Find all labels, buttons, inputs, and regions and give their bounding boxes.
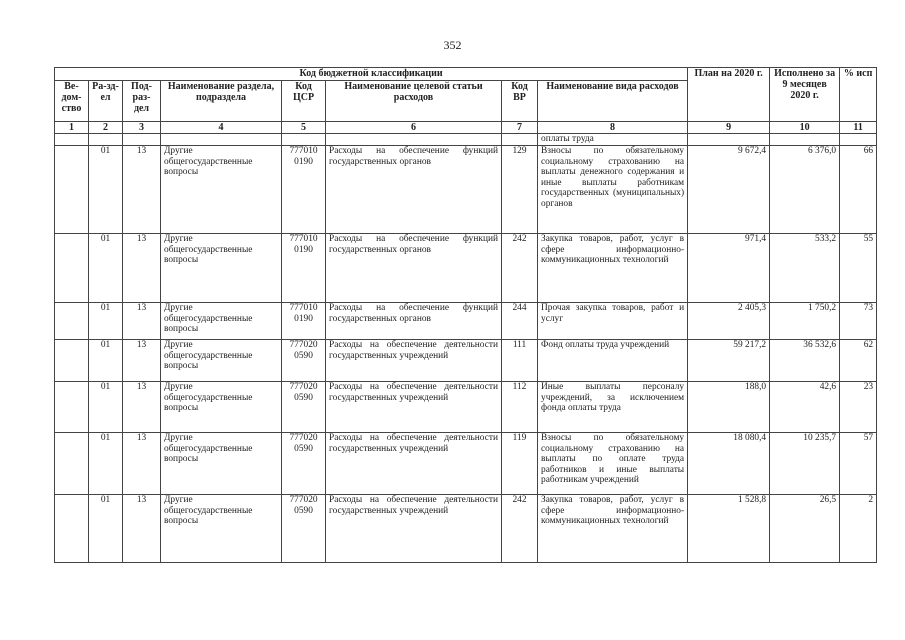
kod-csr-cell: 777020 0590 xyxy=(282,433,326,495)
column-number: 11 xyxy=(840,122,877,134)
target-article-cell: Расходы на обеспечение функций государственных органов xyxy=(326,303,502,340)
ispolneno-cell: 1 750,2 xyxy=(770,303,840,340)
column-number: 8 xyxy=(538,122,688,134)
header-target-article-name: Наименование целевой статьи расходов xyxy=(326,81,502,122)
column-number: 9 xyxy=(688,122,770,134)
header-budget-classification-code: Код бюджетной классификации xyxy=(55,68,688,81)
podrazdel-cell: 13 xyxy=(123,495,161,563)
ved-cell xyxy=(55,433,89,495)
kod-vr-cell: 111 xyxy=(502,340,538,382)
razdel-cell: 01 xyxy=(89,382,123,433)
column-number: 6 xyxy=(326,122,502,134)
column-number: 4 xyxy=(161,122,282,134)
ved-cell xyxy=(55,234,89,303)
column-number: 5 xyxy=(282,122,326,134)
ispolneno-cell: 42,6 xyxy=(770,382,840,433)
percent-cell: 2 xyxy=(840,495,877,563)
podrazdel-cell: 13 xyxy=(123,340,161,382)
section-name-cell: Другие общегосударственные вопросы xyxy=(161,146,282,234)
target-article-cell: Расходы на обеспечение функций государственных органов xyxy=(326,146,502,234)
expense-type-cell: Взносы по обязательному социальному страхованию на выплаты по оплате труда работников и иные выплаты работникам учреждений xyxy=(538,433,688,495)
table-row xyxy=(55,303,877,340)
header-kod-vr: Код ВР xyxy=(502,81,538,122)
target-article-cell: Расходы на обеспечение деятельности государственных учреждений xyxy=(326,340,502,382)
ved-cell xyxy=(55,382,89,433)
table-row xyxy=(55,234,877,303)
podrazdel-cell: 13 xyxy=(123,303,161,340)
column-number: 1 xyxy=(55,122,89,134)
table-header xyxy=(55,68,877,134)
kod-csr-cell: 777010 0190 xyxy=(282,303,326,340)
plan-cell: 1 528,8 xyxy=(688,495,770,563)
ispolneno-cell: 6 376,0 xyxy=(770,146,840,234)
kod-csr-cell: 777010 0190 xyxy=(282,146,326,234)
header-podrazdel: Под-раз-дел xyxy=(123,81,161,122)
podrazdel-cell: 13 xyxy=(123,234,161,303)
podrazdel-cell: 13 xyxy=(123,382,161,433)
header-percent: % исп xyxy=(840,68,877,122)
target-article-cell: Расходы на обеспечение деятельности государственных учреждений xyxy=(326,495,502,563)
plan-cell: 971,4 xyxy=(688,234,770,303)
expense-type-cell: Закупка товаров, работ, услуг в сфере информационно-коммуникационных технологий xyxy=(538,234,688,303)
razdel-cell: 01 xyxy=(89,433,123,495)
expense-type-cell: Взносы по обязательному социальному страхованию на выплаты денежного содержания и иные выплаты работникам государственных (муниципальных) органов xyxy=(538,146,688,234)
kod-vr-cell: 119 xyxy=(502,433,538,495)
kod-csr-cell: 777020 0590 xyxy=(282,382,326,433)
percent-cell: 57 xyxy=(840,433,877,495)
header-expense-type-name: Наименование вида расходов xyxy=(538,81,688,122)
table-row xyxy=(55,146,877,234)
column-number: 2 xyxy=(89,122,123,134)
kod-csr-cell: 777020 0590 xyxy=(282,495,326,563)
section-name-cell: Другие общегосударственные вопросы xyxy=(161,433,282,495)
ved-cell xyxy=(55,495,89,563)
razdel-cell: 01 xyxy=(89,340,123,382)
podrazdel-cell: 13 xyxy=(123,146,161,234)
section-name-cell: Другие общегосударственные вопросы xyxy=(161,340,282,382)
plan-cell: 188,0 xyxy=(688,382,770,433)
table-row xyxy=(55,340,877,382)
kod-vr-cell: 242 xyxy=(502,495,538,563)
ved-cell xyxy=(55,146,89,234)
ved-cell xyxy=(55,303,89,340)
razdel-cell: 01 xyxy=(89,495,123,563)
podrazdel-cell: 13 xyxy=(123,433,161,495)
section-name-cell: Другие общегосударственные вопросы xyxy=(161,495,282,563)
page-number: 352 xyxy=(443,38,462,52)
section-name-cell: Другие общегосударственные вопросы xyxy=(161,234,282,303)
header-ved: Ве-дом-ство xyxy=(55,81,89,122)
kod-vr-cell: 242 xyxy=(502,234,538,303)
target-article-cell: Расходы на обеспечение деятельности государственных учреждений xyxy=(326,382,502,433)
header-razdel: Ра-зд-ел xyxy=(89,81,123,122)
header-kod-csr: Код ЦСР xyxy=(282,81,326,122)
expense-type-cell: Иные выплаты персоналу учреждений, за исключением фонда оплаты труда xyxy=(538,382,688,433)
table-row xyxy=(55,433,877,495)
continuation-row xyxy=(55,134,877,146)
ispolneno-cell: 10 235,7 xyxy=(770,433,840,495)
plan-cell: 18 080,4 xyxy=(688,433,770,495)
target-article-cell: Расходы на обеспечение функций государственных органов xyxy=(326,234,502,303)
razdel-cell: 01 xyxy=(89,303,123,340)
plan-cell: 2 405,3 xyxy=(688,303,770,340)
ispolneno-cell: 533,2 xyxy=(770,234,840,303)
percent-cell: 66 xyxy=(840,146,877,234)
kod-csr-cell: 777020 0590 xyxy=(282,340,326,382)
table-row xyxy=(55,495,877,563)
header-section-name: Наименование раздела, подраздела xyxy=(161,81,282,122)
plan-cell: 59 217,2 xyxy=(688,340,770,382)
expense-type-cell: Фонд оплаты труда учреждений xyxy=(538,340,688,382)
expense-type-cell: Закупка товаров, работ, услуг в сфере информационно-коммуникационных технологий xyxy=(538,495,688,563)
column-number-row xyxy=(55,122,877,134)
ispolneno-cell: 26,5 xyxy=(770,495,840,563)
plan-cell: 9 672,4 xyxy=(688,146,770,234)
kod-vr-cell: 129 xyxy=(502,146,538,234)
header-ispolneno: Исполнено за 9 месяцев 2020 г. xyxy=(770,68,840,122)
kod-vr-cell: 112 xyxy=(502,382,538,433)
kod-vr-cell: 244 xyxy=(502,303,538,340)
target-article-cell: Расходы на обеспечение деятельности государственных учреждений xyxy=(326,433,502,495)
razdel-cell: 01 xyxy=(89,146,123,234)
expense-type-cell: оплаты труда xyxy=(538,134,688,146)
ispolneno-cell: 36 532,6 xyxy=(770,340,840,382)
percent-cell: 23 xyxy=(840,382,877,433)
column-number: 3 xyxy=(123,122,161,134)
section-name-cell: Другие общегосударственные вопросы xyxy=(161,382,282,433)
expense-type-cell: Прочая закупка товаров, работ и услуг xyxy=(538,303,688,340)
ved-cell xyxy=(55,340,89,382)
percent-cell: 55 xyxy=(840,234,877,303)
header-plan: План на 2020 г. xyxy=(688,68,770,122)
column-number: 7 xyxy=(502,122,538,134)
table-row xyxy=(55,382,877,433)
budget-table xyxy=(54,67,877,563)
column-number: 10 xyxy=(770,122,840,134)
razdel-cell: 01 xyxy=(89,234,123,303)
percent-cell: 62 xyxy=(840,340,877,382)
percent-cell: 73 xyxy=(840,303,877,340)
table-body xyxy=(55,134,877,563)
kod-csr-cell: 777010 0190 xyxy=(282,234,326,303)
section-name-cell: Другие общегосударственные вопросы xyxy=(161,303,282,340)
